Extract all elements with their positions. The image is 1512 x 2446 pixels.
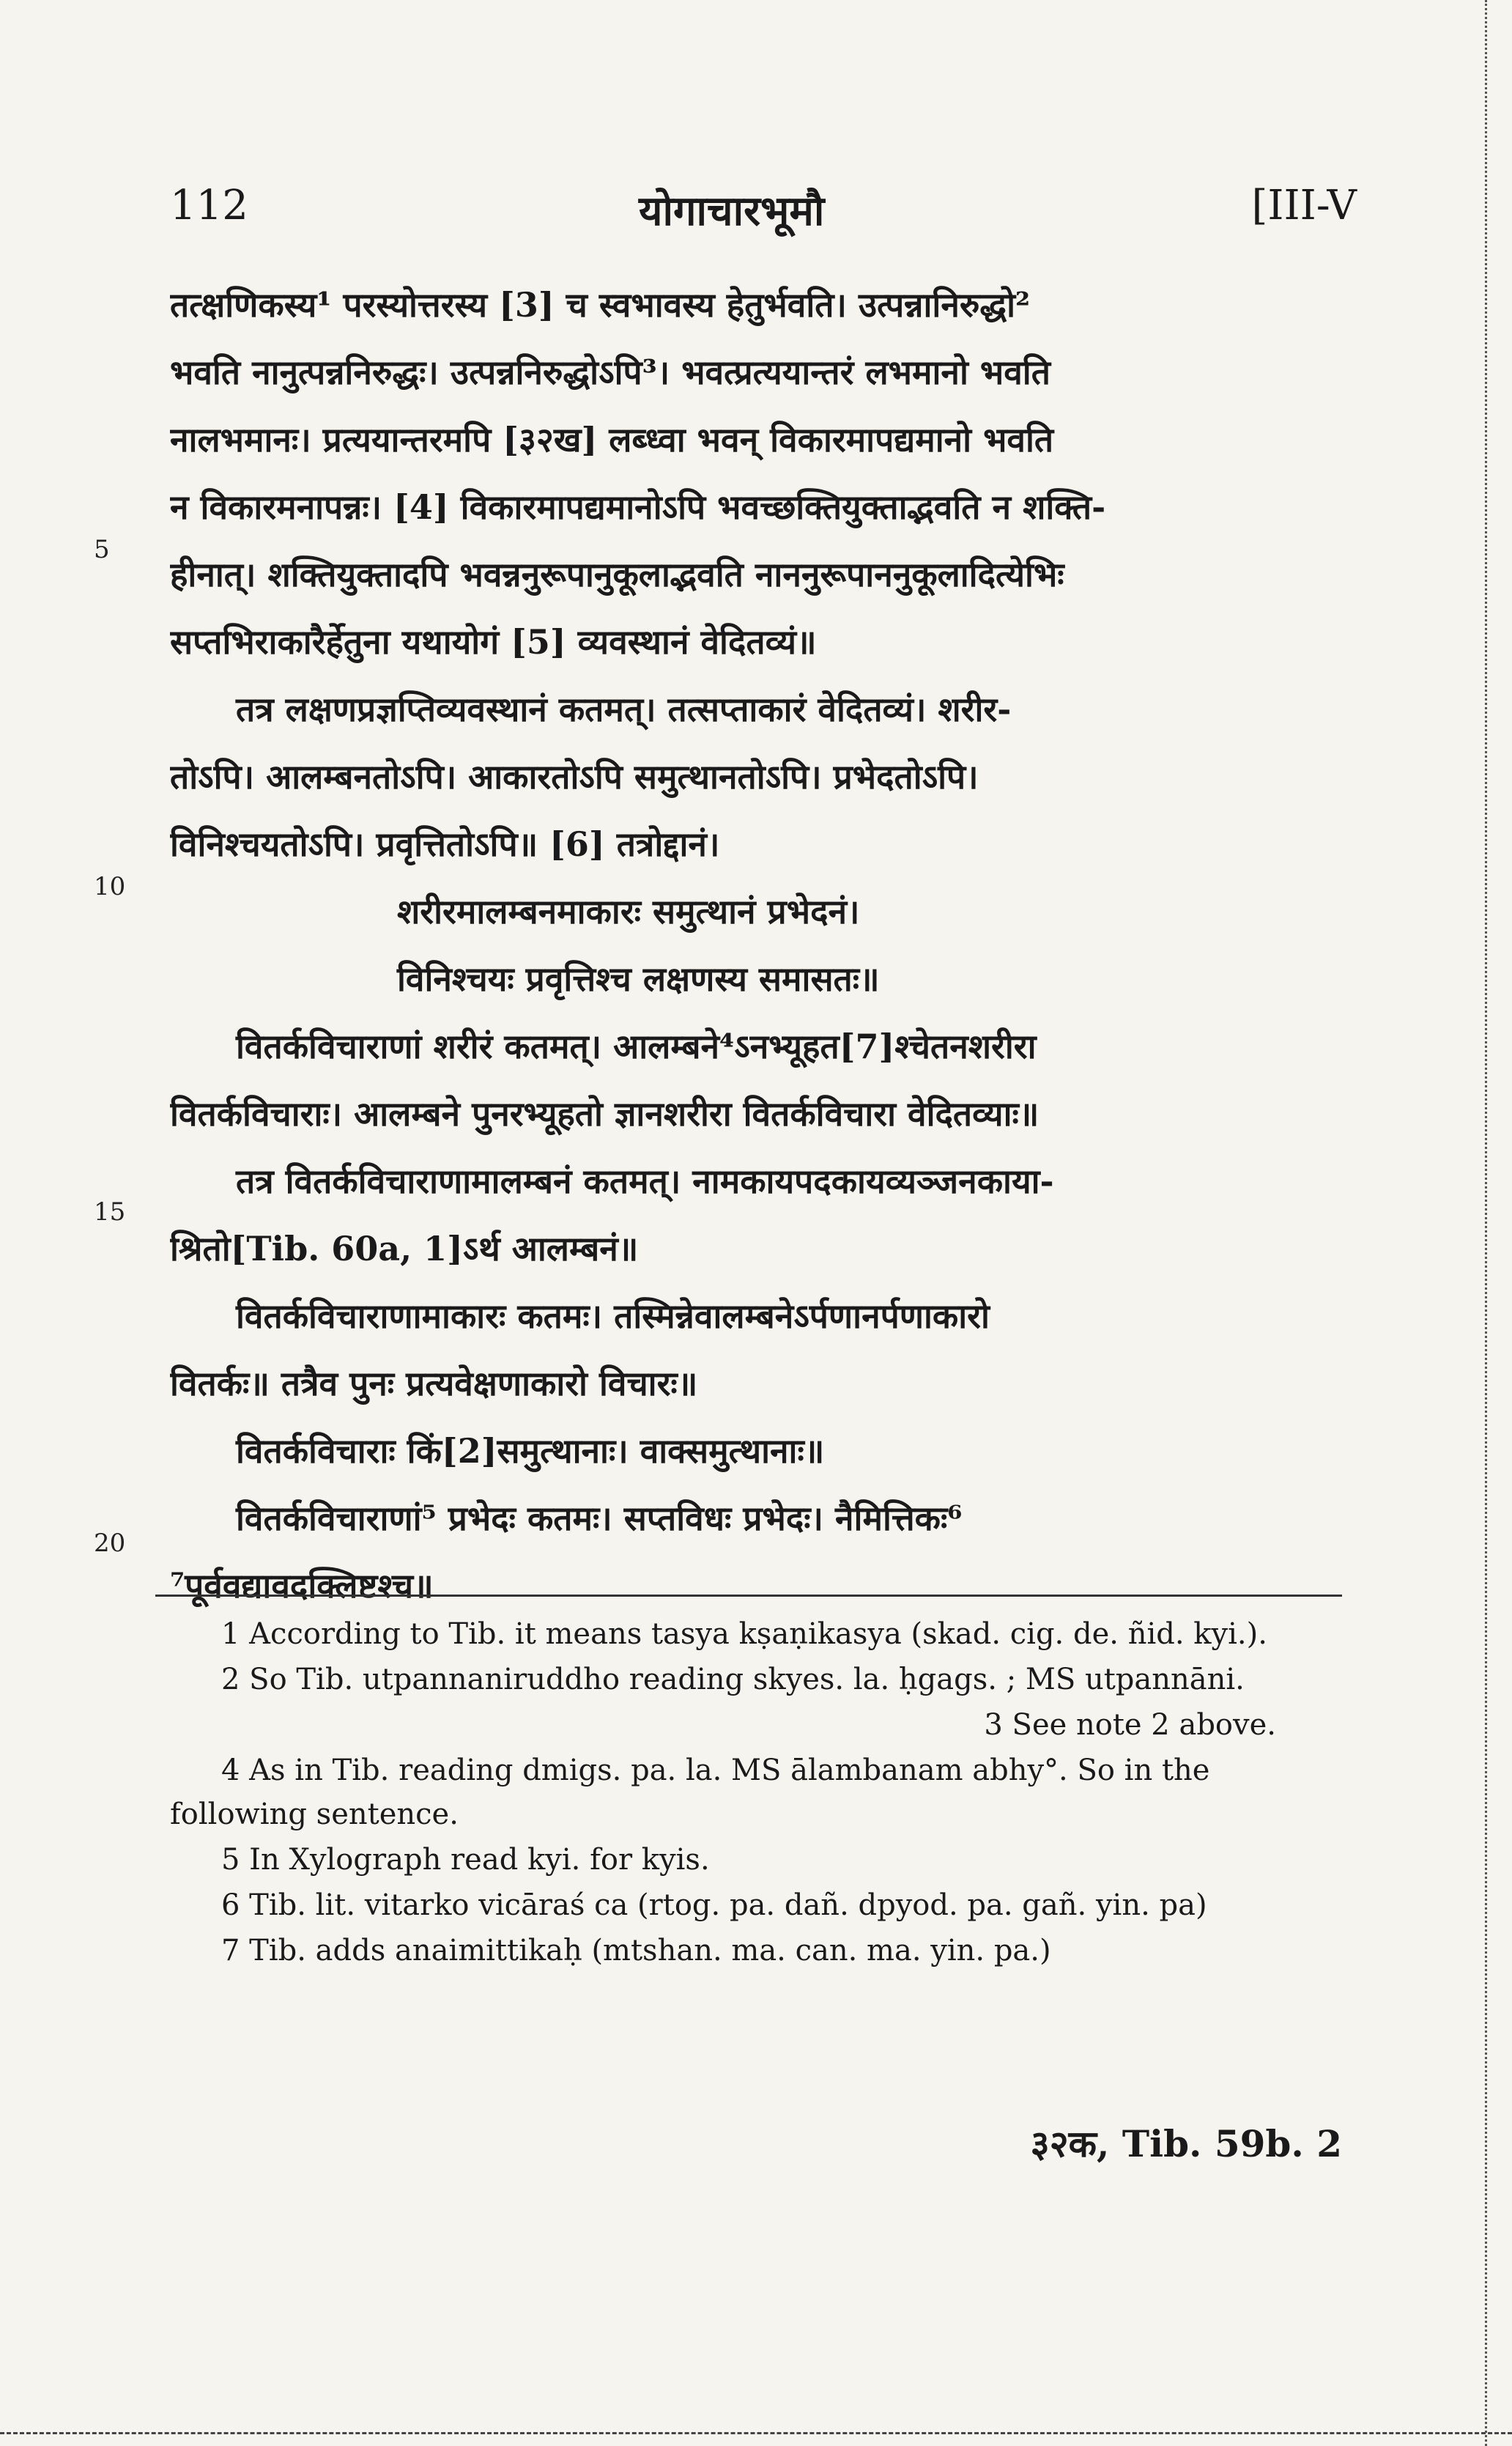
text-line: हीनात्। शक्तियुक्तादपि भवन्ननुरूपानुकूलाद्भवति नाननुरूपाननुकूलादित्येभिः [170, 555, 1064, 594]
line-number: 10 [94, 872, 126, 901]
text-line: वितर्कविचाराणामाकारः कतमः। तस्मिन्नेवालम्बनेऽर्पणानर्पणाकारो [236, 1296, 990, 1336]
text-line: वितर्कविचाराः किं[2]समुत्थानाः। वाक्समुत्थानाः॥ [236, 1431, 825, 1471]
text-line: तोऽपि। आलम्बनतोऽपि। आकारतोऽपि समुत्थानतोऽपि। प्रभेदतोऽपि। [170, 757, 979, 797]
verse-line: शरीरमालम्बनमाकारः समुत्थानं प्रभेदनं। [397, 892, 860, 931]
text-line: तत्क्षणिकस्य¹ परस्योत्तरस्य [3] च स्वभावस्य हेतुर्भवति। उत्पन्नानिरुद्धो² [170, 285, 1031, 325]
footnotes [170, 1612, 1335, 1974]
footnote: 4 As in Tib. reading dmigs. pa. la. MS ālambanam abhy°. So in the following sentence. [170, 1754, 1210, 1831]
text-line: वितर्कविचाराः। आलम्बने पुनरभ्यूहतो ज्ञानशरीरा वितर्कविचारा वेदितव्याः॥ [170, 1094, 1040, 1134]
text-line: तत्र लक्षणप्रज्ञप्तिव्यवस्थानं कतमत्। तत्सप्ताकारं वेदितव्यं। शरीर- [236, 690, 1012, 729]
text-line: श्रितो[Tib. 60a, 1]ऽर्थ आलम्बनं॥ [170, 1229, 639, 1268]
footnote: 2 So Tib. utpannaniruddho reading skyes. la. ḥgags. ; MS utpannāni. [221, 1663, 1245, 1696]
text-line: ⁷पूर्ववद्यावदक्लिष्टश्च॥ [170, 1566, 434, 1606]
running-title: योगाचारभूमौ [639, 187, 825, 235]
section-marker: [III-V [1251, 182, 1357, 229]
verse-line: विनिश्चयः प्रवृत्तिश्च लक्षणस्य समासतः॥ [397, 959, 880, 999]
text-line: वितर्कविचाराणां⁵ प्रभेदः कतमः। सप्तविधः प्रभेदः। नैमित्तिकः⁶ [236, 1499, 963, 1538]
line-number: 5 [94, 535, 110, 564]
footnote: 7 Tib. adds anaimittikaḥ (mtshan. ma. can. ma. yin. pa.) [221, 1934, 1051, 1967]
line-number: 20 [94, 1529, 126, 1558]
text-line: तत्र वितर्कविचाराणामालम्बनं कतमत्। नामकायपदकायव्यञ्जनकाया- [236, 1161, 1054, 1201]
text-line: वितर्कः॥ तत्रैव पुनः प्रत्यवेक्षणाकारो विचारः॥ [170, 1364, 698, 1403]
main-text [170, 271, 1342, 1619]
text-line: नालभमानः। प्रत्ययान्तरमपि [३२ख] लब्ध्वा भवन् विकारमापद्यमानो भवति [170, 420, 1054, 459]
footnote: 3 See note 2 above. [984, 1708, 1276, 1742]
page-edge-bottom [0, 2432, 1512, 2437]
running-header [170, 182, 1357, 248]
footnote: 5 In Xylograph read kyi. for kyis. [221, 1843, 710, 1877]
line-number: 15 [94, 1197, 126, 1227]
text-line: विनिश्चयतोऽपि। प्रवृत्तितोऽपि॥ [6] तत्रोद्दानं। [170, 824, 720, 864]
text-line: न विकारमनापन्नः। [4] विकारमापद्यमानोऽपि भवच्छक्तियुक्ताद्भवति न शक्ति- [170, 487, 1106, 527]
page-edge-right [1485, 0, 1491, 2446]
page-number: 112 [170, 182, 248, 229]
footnote: 1 According to Tib. it means tasya kṣaṇikasya (skad. cig. de. ñid. kyi.). [221, 1617, 1267, 1651]
text-line: वितर्कविचाराणां शरीरं कतमत्। आलम्बने⁴ऽनभ्यूहत[7]श्चेतनशरीरा [236, 1027, 1037, 1066]
text-line: भवति नानुत्पन्ननिरुद्धः। उत्पन्ननिरुद्धोऽपि³। भवत्प्रत्ययान्तरं लभमानो भवति [170, 352, 1050, 392]
footnote: 6 Tib. lit. vitarko vicāraś ca (rtog. pa. dañ. dpyod. pa. gañ. yin. pa) [221, 1888, 1207, 1922]
folio-reference: ३२क, Tib. 59b. 2 [1030, 2122, 1342, 2165]
footnote-rule [155, 1595, 1342, 1597]
text-line: सप्तभिराकारैर्हेतुना यथायोगं [5] व्यवस्थानं वेदितव्यं॥ [170, 622, 817, 662]
